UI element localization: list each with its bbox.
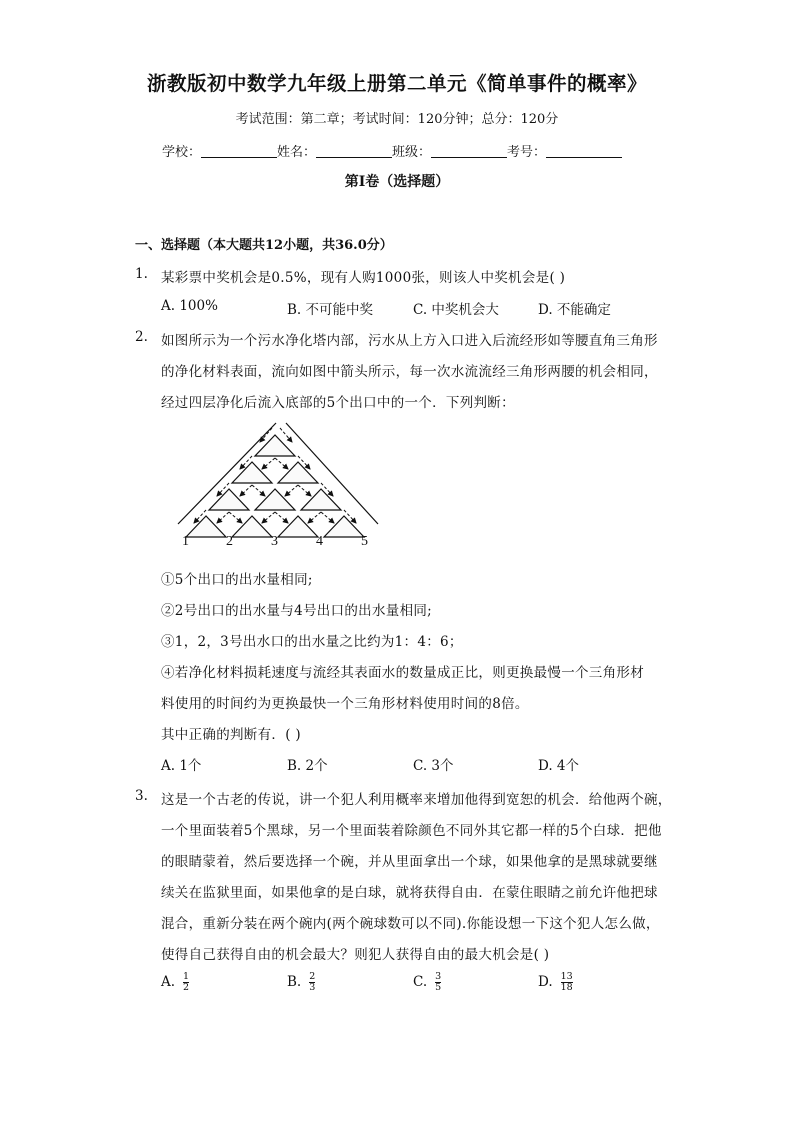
school-label: 学校： [162,145,202,160]
outlet-label: 5 [361,534,368,548]
question-text-line: 续关在监狱里面，如果他拿的是白球，就将获得自由．在蒙住眼睛之前允许他把球 [161,885,658,901]
question-number: 1. [135,266,148,282]
class-blank[interactable] [431,145,507,158]
numerator: 13 [560,971,573,982]
numerator: 1 [183,971,190,982]
option-label: B. [287,974,302,990]
class-label: 班级： [392,145,432,160]
question-text: 某彩票中奖机会是0.5%，现有人购1000张，则该人中奖机会是( ) [161,270,566,286]
purification-tower-figure [172,420,382,548]
denominator: 18 [560,982,573,993]
volume-heading: 第I卷（选择题） [344,174,450,190]
name-label: 姓名： [277,145,317,160]
option-b[interactable]: B. 不可能中奖 [287,302,374,318]
option-b[interactable] [287,972,315,993]
option-d[interactable]: D. 4个 [538,758,580,774]
denominator: 3 [309,982,316,993]
outlet-label: 2 [226,534,233,548]
question-number: 2. [135,329,148,345]
statement: 料使用的时间约为更换最快一个三角形材料使用时间的8倍。 [161,696,529,712]
question-text-line: 这是一个古老的传说，讲一个犯人利用概率来增加他得到宽恕的机会．给他两个碗， [161,792,672,808]
option-a[interactable]: A. 1个 [161,758,202,774]
denominator: 2 [183,982,190,993]
statement: ④若净化材料损耗速度与流经其表面水的数量成正比，则更换最慢一个三角形材 [161,665,644,681]
statement: ③1，2，3号出水口的出水量之比约为1：4：6； [161,634,463,650]
exam-number-label: 考号： [507,145,547,160]
outlet-label: 1 [182,534,189,548]
school-blank[interactable] [201,145,277,158]
question-text-line: 经过四层净化后流入底部的5个出口中的一个．下列判断： [161,395,515,411]
option-a[interactable]: A. 100% [161,298,218,314]
question-text-line: 如图所示为一个污水净化塔内部，污水从上方入口进入后流经形如等腰直角三角形 [161,333,658,349]
question-number: 3. [135,788,148,804]
option-d[interactable]: D. 不能确定 [538,302,611,318]
statement: ①5个出口的出水量相同; [161,572,313,588]
option-c[interactable] [413,972,441,993]
exam-info: 考试范围：第二章；考试时间：120分钟；总分：120分 [235,112,559,127]
question-text-line: 混合，重新分装在两个碗内(两个碗球数可以不同).你能设想一下这个犯人怎么做， [161,916,660,932]
fraction [561,972,573,993]
fraction [183,972,189,993]
fraction [309,972,315,993]
section-heading: 一、选择题（本大题共12小题，共36.0分） [135,238,393,253]
fraction [435,972,441,993]
question-prompt: 其中正确的判断有．( ) [161,727,301,743]
question-text-line: 一个里面装着5个黑球，另一个里面装着除颜色不同外其它都一样的5个白球．把他 [161,823,662,839]
numerator: 3 [435,971,442,982]
option-label: C. [413,974,428,990]
exam-number-blank[interactable] [546,145,622,158]
numerator: 2 [309,971,316,982]
outlet-label: 4 [316,534,323,548]
name-blank[interactable] [316,145,392,158]
denominator: 5 [435,982,442,993]
option-c[interactable]: C. 中奖机会大 [413,302,499,318]
question-text-line: 的净化材料表面，流向如图中箭头所示，每一次水流流经三角形两腰的机会相同， [161,364,658,380]
question-text-line: 使得自己获得自由的机会最大？则犯人获得自由的最大机会是( ) [161,947,550,963]
student-info-line [162,141,622,160]
option-b[interactable]: B. 2个 [287,758,328,774]
option-d[interactable] [538,972,573,993]
option-c[interactable]: C. 3个 [413,758,454,774]
question-text-line: 的眼睛蒙着，然后要选择一个碗，并从里面拿出一个球，如果他拿的是黑球就要继 [161,854,658,870]
option-label: D. [538,974,553,990]
page-title: 浙教版初中数学九年级上册第二单元《简单事件的概率》 [146,72,647,95]
option-label: A. [161,974,176,990]
outlet-label: 3 [271,534,278,548]
option-a[interactable] [161,972,189,993]
statement: ②2号出口的出水量与4号出口的出水量相同; [161,603,433,619]
